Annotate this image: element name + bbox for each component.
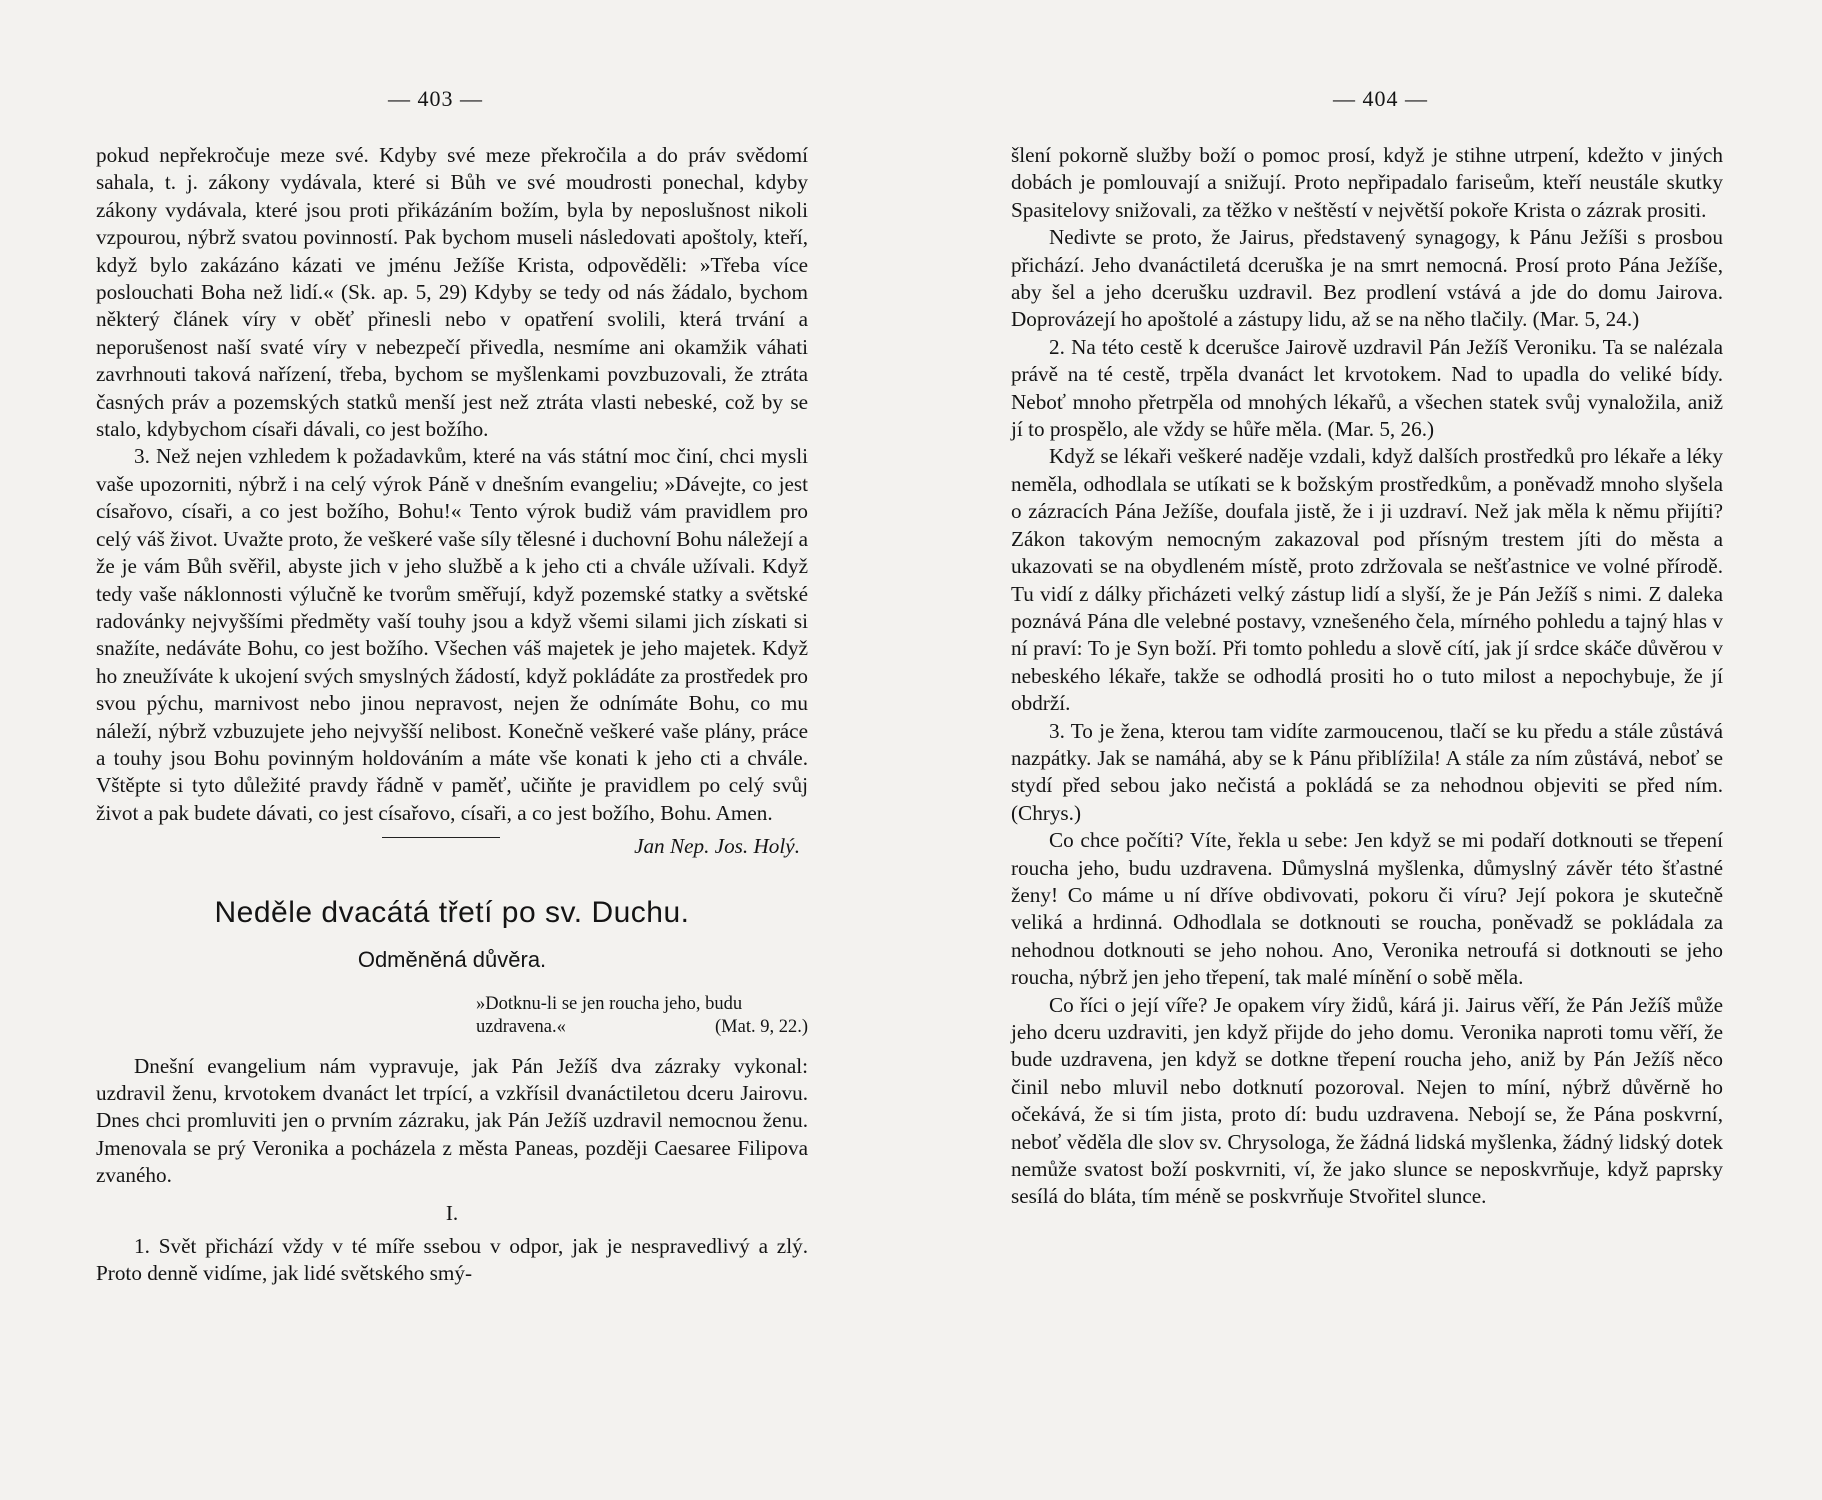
signature-rule — [382, 837, 500, 838]
motto-line-2-text: uzdravena.« — [476, 1016, 566, 1037]
motto-quote — [476, 993, 808, 1039]
page-number-right: — 404 — — [1333, 86, 1428, 111]
page-number-left: — 403 — — [388, 86, 483, 111]
section-title: Neděle dvacátá třetí po sv. Duchu. — [214, 895, 690, 929]
paragraph-humility: Co chce počíti? Víte, řekla u sebe: Jen když se mi podaří dotknouti se třepení roucha jeho, budu uzdravena. Důmyslná myšlenka, důmyslný závěr této šťastné ženy! Co máme u ní dříve obdivovati, pokoru či víru? Její pokora je skutečně veliká a hrdinná. Odhodlala se dotknouti se roucha, poněvadž se pokládala za nehodnou dotknouti se jeho nohou. Ano, Veronika netroufá si dotknouti se jeho roucha, nýbrž jen jeho třepení, tak malé mínění o sobě měla. — [1011, 828, 1723, 990]
right-page — [911, 0, 1822, 1500]
intro-paragraph: Dnešní evangelium nám vypravuje, jak Pán Ježíš dva zázraky vykonal: uzdravil ženu, krvotokem dvanáct let trpící, a vzkřísil dvanáctiletou dceru Jairovu. Dnes chci promluviti jen o prvním zázraku, jak Pán Ježíš uzdravil nemocnou ženu. Jmenovala se prý Veronika a pocházela z města Paneas, později Caesaree Filipova zvaného. — [96, 1053, 808, 1188]
paragraph-3-right: 3. To je žena, kterou tam vidíte zarmoucenou, tlačí se ku předu a stále zůstává nazpátky. Jak se namáhá, aby se k Pánu přiblížila! A stále za ním zůstává, neboť se stydí před sebou jako nečistá a pokládá se za nehodnou objeviti se před ním. (Chrys.) — [1011, 718, 1723, 825]
paragraph-3: 3. Než nejen vzhledem k požadavkům, které na vás státní moc činí, chci mysli vaše upozorniti, nýbrž i na celý výrok Páně v dnešním evangeliu; »Dávejte, co jest císařovo, císaři, a co jest božího, Bohu!« Tento výrok budiž vám pravidlem pro celý váš život. Uvažte proto, že veškeré vaše síly tělesné i duchovní Bohu náležejí a že je vám Bůh svěřil, abyste jich v jeho službě a k jeho cti a chvále užívali. Když tedy vaše náklonnosti výlučně ke tvorům směřují, když pozemské statky a světské radovánky nejvyššími předměty vaší touhy jsou a když všemi silami jich získati si snažíte, nedáváte Bohu, co jest božího. Všechen váš majetek je jeho majetek. Když ho zneužíváte k ukojení svých smyslných žádostí, když pokládáte za prostředek pro svou pýchu, marnivost nebo jinou nepravost, nejen že odnímáte Bohu, co mu náleží, nýbrž vzbuzujete jeho nejvyšší nelibost. Konečně veškeré vaše plány, práce a touhy jsou Bohu povinným holdováním a máte vše konati k jeho cti a chvále. Vštěpte si tyto důležité pravdy řádně v paměť, učiňte je pravidlem po celý svůj život a pak budete dávati, co jest císařovo, císaři, a co jest božího, Bohu. Amen. — [96, 444, 808, 825]
paragraph-2: 2. Na této cestě k dcerušce Jairově uzdravil Pán Ježíš Veroniku. Ta se nalézala právě na té cestě, trpěla dvanáct let krvotokem. Nad to upadla do veliké bídy. Neboť mnoho přetrpěla od mnohých lékařů, a všechen statek svůj vynaložila, aniž jí to prospělo, ale vždy se hůře měla. (Mar. 5, 26.) — [1011, 334, 1723, 442]
motto-line-2 — [476, 1016, 808, 1039]
paragraph-continued-right: šlení pokorně služby boží o pomoc prosí, když je stihne utrpení, kdežto v jiných dobách je pomlouvají a snižují. Proto nepřipadalo fariseům, kteří neustále skutky Spasitelovy snižovali, za těžko v neštěstí v největší pokoře Krista o zázrak prositi. — [1011, 143, 1723, 222]
author-signature: Jan Nep. Jos. Holý. — [634, 834, 800, 859]
signature-block — [96, 833, 808, 860]
paragraph-jairus: Nedivte se proto, že Jairus, představený synagogy, k Pánu Ježíši s prosbou přichází. Jeho dvanáctiletá dceruška je na smrt nemocná. Prosí proto Pána Ježíše, aby šel a jeho dcerušku uzdravil. Bez prodlení vstává a jde do domu Jairova. Doprovázejí ho apoštolé a zástupy lidu, až se na něho tlačily. (Mar. 5, 24.) — [1011, 225, 1723, 332]
paragraph-1: 1. Svět přichází vždy v té míře ssebou v odpor, jak je nespravedlivý a zlý. Proto denně vidíme, jak lidé světského smý- — [96, 1234, 808, 1286]
paragraph-faith: Co říci o její víře? Je opakem víry židů, kárá ji. Jairus věří, že Pán Ježíš může jeho dceru uzdraviti, jen když přijde do jeho domu. Veronika naproti tomu věří, že bude uzdravena, jen když se dotkne třepení roucha jeho, aniž by Pán Ježíš něco činil nebo mluvil nebo dotknutí pozoroval. Nejen to míní, nýbrž důvěrně ho očekává, že si tím jista, proto dí: budu uzdravena. Nebojí se, že Pána poskvrní, neboť věděla dle slov sv. Chrysologa, že žádná lidská myšlenka, žádný lidský dotek nemůže svatost boží poskvrniti, ví, že jako slunce se neposkvrňuje, když paprsky sesílá do bláta, tím méně se poskvrňuje Stvořitel slunce. — [1011, 992, 1723, 1209]
paragraph-continued: pokud nepřekročuje meze své. Kdyby své meze překročila a do práv svědomí sahala, t. j. zákony vydávala, které si Bůh ve své moudrosti ponechal, kdyby zákony vydávala, které jsou proti přikázáním božím, byla by neposlušnost nikoli vzpourou, nýbrž svatou povinností. Pak bychom museli následovati apoštoly, kteří, když bylo zakázáno kázati ve jménu Ježíše Krista, odpověděli: »Třeba více poslouchati Boha než lidí.« (Sk. ap. 5, 29) Kdyby se tedy od nás žádalo, bychom některý článek víry v oběť přinesli nebo v opatření svolili, která trvání a neporušenost naší svaté víry v nebezpečí přivedla, nesmíme ani okamžik váhati zavrhnouti taková nařízení, třeba, bychom se myšlenkami povzbuzovali, že ztráta časných práv a pozemských statků menší jest než ztráta vlasti nebeské, což by se stalo, kdybychom císaři dávali, co jest božího. — [96, 143, 808, 442]
left-text-column — [96, 142, 808, 1288]
right-text-column — [1011, 142, 1723, 1211]
part-numeral: I. — [445, 1200, 459, 1225]
motto-reference: (Mat. 9, 22.) — [715, 1016, 808, 1037]
motto-line-1: »Dotknu-li se jen roucha jeho, budu — [476, 993, 743, 1014]
section-subtitle: Odměněná důvěra. — [357, 946, 547, 972]
paragraph-hope: Když se lékaři veškeré naděje vzdali, když dalších prostředků pro lékaře a léky neměla, odhodlala se utíkati se k božským prostředkům, a poněvadž mnoho slyšela o zázracích Pána Ježíše, doufala jistě, že i ji uzdraví. Než jak měla k němu přijíti? Zákon takovým nemocným zakazoval pod přísným trestem jíti do města a ukazovati se na obydleném místě, proto zdržovala se nešťastnice ve volné přírodě. Tu vidí z dálky přicházeti velký zástup lidí a slyší, že je Pán Ježíš s nimi. Z daleka poznává Pána dle velebné postavy, vznešeného čela, mírného pohledu a tajný hlas v ní praví: To je Syn boží. Při tomto pohledu a slově cítí, jak jí srdce skáče důvěrou v nebeského lékaře, takže se odhodlá prositi ho o tuto milost a nepochybuje, že jí obdrží. — [1011, 444, 1723, 716]
